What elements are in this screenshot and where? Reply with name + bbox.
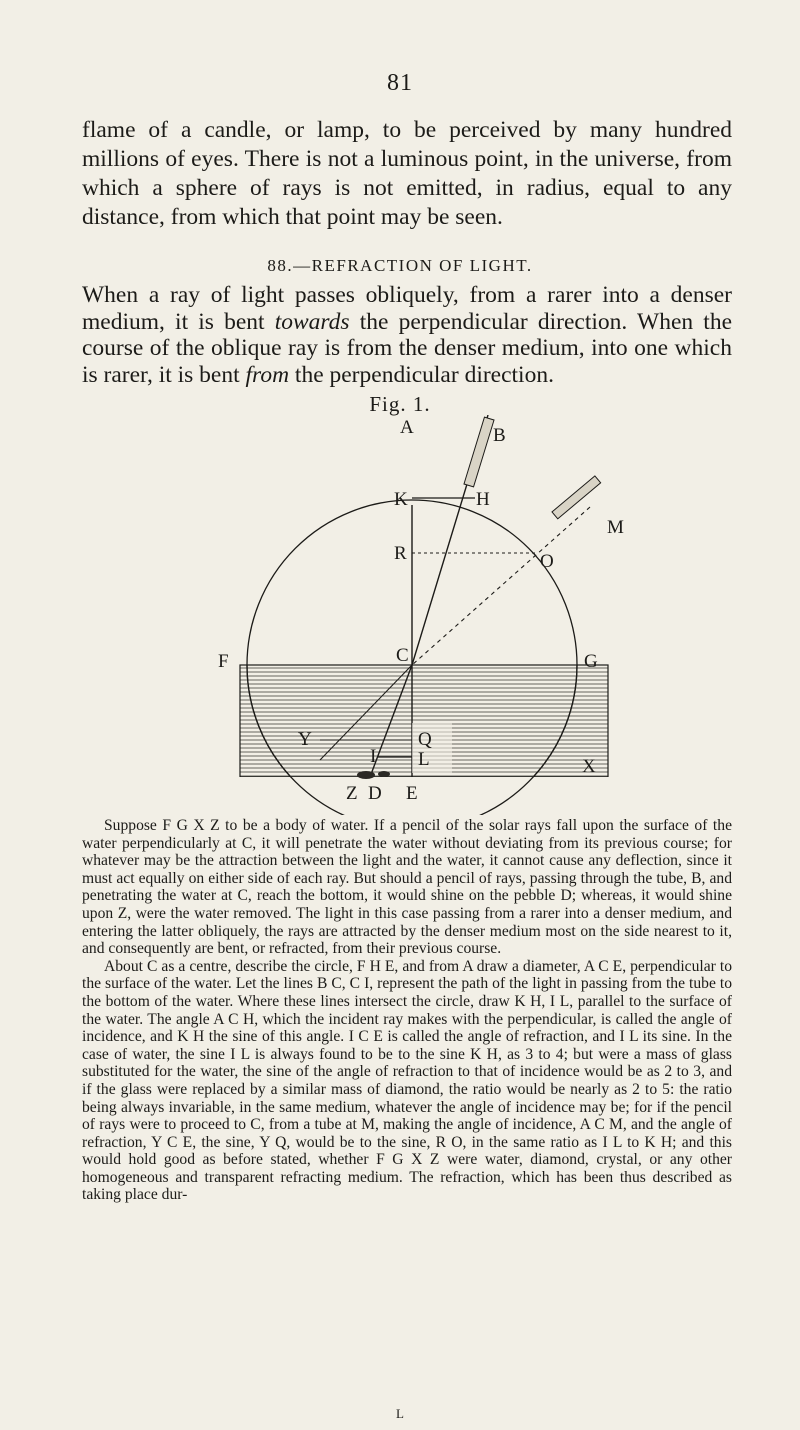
label-i: I [370,746,377,767]
signature-mark: L [396,1406,404,1421]
label-m: M [607,517,624,538]
pebble-d [378,771,390,777]
label-g: G [584,651,598,672]
label-q: Q [418,729,432,750]
label-y: Y [298,729,312,750]
refraction-diagram [170,415,670,815]
lead-text-3: the perpendicular direction. [289,361,554,388]
lead-emphasis-towards: towards [274,308,350,335]
lead-emphasis-from: from [245,361,290,388]
figure-caption: Fig. 1. [369,392,431,416]
label-z: Z [346,783,358,804]
lead-text-1: When a ray of light passes obliquely, from a rarer into a denser medium, it is bent [82,282,732,335]
lead-text-2: the perpendicular direction. When the course of the oblique ray is from the denser medium, into one which is rarer, it is bent [82,308,732,388]
tube-m [552,476,601,519]
label-o: O [540,551,554,572]
label-k: K [394,489,408,510]
paragraph-2: About C as a centre, describe the circle, F H E, and from A draw a diameter, A C E, perpendicular to the surface of the water. Let the lines B C, C I, represent the path of the light in passing from the tube to the bottom of the water. Where these lines intersect the circle, draw K H, I L, parallel to the surface of the water. The angle A C H, which the incident ray makes with the perpendicular, is called the angle of incidence, and K H the sine of this angle. I C E is called the angle of refraction, and I L its sine. In the case of water, the sine I L is always found to be to the sine K H, as 3 to 4; but were a mass of glass substituted for the water, the sine of the angle of refraction to that of incidence would be as 2 to 3, and if the glass were replaced by a similar mass of diamond, the ratio would be nearly as 2 to 5: the ratio being always invariable, in the same medium, whatever the angle of incidence may be; for if the pencil of rays were to proceed to C, from a tube at M, making the angle of incidence, A C M, and the angle of refraction, Y C E, the sine, Y Q, would be to the sine, R O, in the same ratio as I L to K H; and this would hold good as before stated, whether F G X Z were water, diamond, crystal, or any other homogeneous and transparent refracting medium. The refraction, which has been thus described as taking place dur- [82,957,732,1204]
tube-b [464,417,494,487]
label-b: B [493,425,506,446]
refraction-figure [170,415,670,815]
label-a: A [400,417,414,438]
label-c: C [396,645,409,666]
page-number: 81 [387,70,413,96]
paragraph-1: Suppose F G X Z to be a body of water. If a pencil of the solar rays fall upon the surface of the water perpendicularly at C, it will penetrate the water without deviating from its previous course; for whatever may be the attraction between the light and the water, it cannot cause any deflection, since it must act equally on either side of each ray. But should a pencil of rays, passing through the tube, B, and penetrating the water at C, reach the bottom, it would shine on the pebble D; whereas, it would shine upon Z, were the water removed. The light in this case passing from a rarer into a denser medium, and entering the latter obliquely, the rays are attracted by the denser medium most on the side nearest to it, and consequently are bent, or refracted, from their previous course. [82,817,732,958]
label-e: E [406,783,418,804]
intro-paragraph: flame of a candle, or lamp, to be perceived by many hundred millions of eyes. There is not a luminous point, in the universe, from which a sphere of rays is not emitted, in radius, equal to any distance, from which that point may be seen. [82,117,732,230]
lead-paragraph [82,282,732,388]
label-h: H [476,489,490,510]
section-title: 88.—REFRACTION OF LIGHT. [267,256,533,275]
label-d: D [368,783,382,804]
label-f: F [218,651,229,672]
incident-ray-mc [412,507,590,665]
pebble-z [357,771,375,779]
body-text [82,817,732,1204]
label-r: R [394,543,407,564]
label-l: L [418,749,430,770]
label-x: X [582,756,596,777]
